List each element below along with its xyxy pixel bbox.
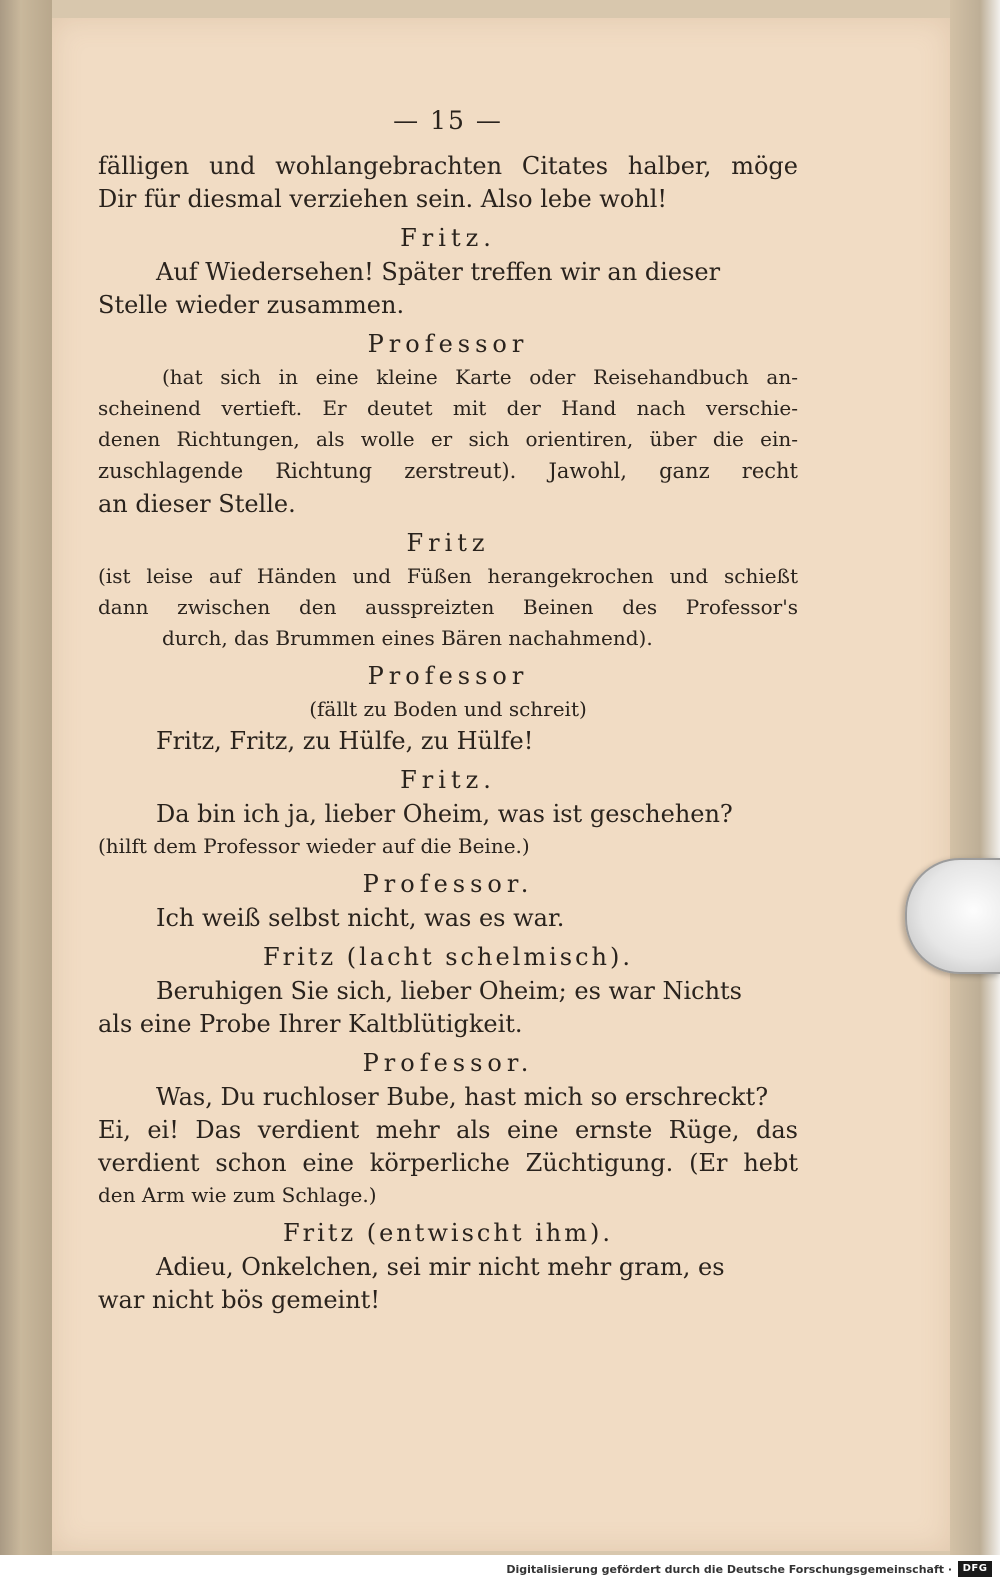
text-line: verdient schon eine körperliche Züchtigung. (Er hebt: [98, 1149, 798, 1177]
text-line: Ei, ei! Das verdient mehr als eine ernste Rüge, das: [98, 1116, 798, 1144]
page-clip: [905, 858, 1000, 974]
text-line: Was, Du ruchloser Bube, hast mich so erschreckt?: [156, 1083, 769, 1111]
book-spine-edge: [0, 0, 52, 1555]
speaker-name: Professor: [367, 330, 529, 358]
speaker-name: Fritz (entwischt ihm).: [283, 1219, 613, 1247]
stage-direction: (hat sich in eine kleine Karte oder Reisehandbuch an-: [162, 365, 798, 389]
stage-direction: (hilft dem Professor wieder auf die Beine.): [98, 834, 530, 858]
stage-direction: (ist leise auf Händen und Füßen herangekrochen und schießt: [98, 564, 798, 588]
book-fore-edge: [950, 0, 1000, 1555]
text-line: Auf Wiedersehen! Später treffen wir an dieser: [156, 258, 721, 286]
speaker-name: Fritz (lacht schelmisch).: [263, 943, 633, 971]
text-line: Beruhigen Sie sich, lieber Oheim; es war Nichts: [156, 977, 742, 1005]
stage-direction: (fällt zu Boden und schreit): [309, 697, 587, 721]
speaker-name: Fritz: [406, 529, 490, 557]
page-text: [98, 92, 798, 1317]
speaker-name: Fritz.: [400, 766, 496, 794]
stage-direction: den Arm wie zum Schlage.): [98, 1183, 377, 1207]
stage-direction: durch, das Brummen eines Bären nachahmend).: [162, 626, 653, 650]
text-line: fälligen und wohlangebrachten Citates halber, möge: [98, 152, 798, 180]
speaker-name: Professor: [367, 662, 529, 690]
footer-bar: [0, 1555, 1000, 1585]
text-line: an dieser Stelle.: [98, 490, 296, 518]
speaker-name: Fritz.: [400, 224, 496, 252]
text-line: Adieu, Onkelchen, sei mir nicht mehr gram, es: [156, 1253, 725, 1281]
text-line: Dir für diesmal verziehen sein. Also lebe wohl!: [98, 185, 668, 213]
text-line: Stelle wieder zusammen.: [98, 291, 405, 319]
text-line: Ich weiß selbst nicht, was es war.: [156, 904, 565, 932]
speaker-name: Professor.: [362, 1049, 534, 1077]
funding-notice: Digitalisierung gefördert durch die Deutsche Forschungsgemeinschaft ·: [506, 1563, 952, 1576]
stage-direction: denen Richtungen, als wolle er sich orientiren, über die ein-: [98, 427, 798, 451]
text-line: als eine Probe Ihrer Kaltblütigkeit.: [98, 1010, 523, 1038]
text-line: Da bin ich ja, lieber Oheim, was ist geschehen?: [156, 800, 733, 828]
stage-direction: scheinend vertieft. Er deutet mit der Hand nach verschie-: [98, 396, 798, 420]
speaker-name: Professor.: [362, 870, 534, 898]
page-number: — 15 —: [393, 106, 503, 135]
text-line: war nicht bös gemeint!: [98, 1286, 380, 1314]
text-line: Fritz, Fritz, zu Hülfe, zu Hülfe!: [156, 727, 534, 755]
text-line: zuschlagende Richtung zerstreut). Jawohl, ganz recht: [98, 459, 798, 483]
dfg-logo: DFG: [958, 1561, 992, 1577]
stage-direction: dann zwischen den ausspreizten Beinen des Professor's: [98, 595, 798, 619]
